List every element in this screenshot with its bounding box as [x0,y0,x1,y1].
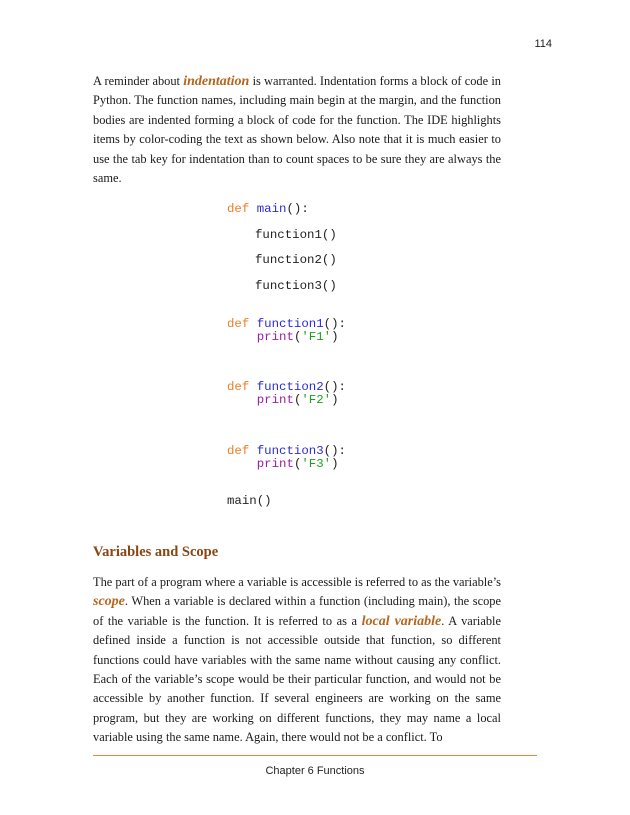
term-scope: scope [93,594,125,610]
page-number: 114 [534,38,552,50]
code-def-function2: def function2(): print('F2') [227,380,346,407]
intro-text-2: is warranted. Indentation forms a block of code in Python. The function names, including main begin at the margin, and the function bodies are indented forming a block of code for the function. The IDE highlights items by color-coding the text as shown below. Also note that it is much easier to use the tab key for indentation than to count spaces to be sure they are always the same. [93,74,501,186]
term-local-variable: local variable [361,613,442,629]
code-main-call: main() [227,494,272,508]
code-def-function3: def function3(): print('F3') [227,444,346,471]
scope-paragraph [93,573,501,748]
section-heading: Variables and Scope [93,544,219,560]
intro-paragraph [93,72,501,188]
intro-text-1: A reminder about [93,74,184,88]
code-call-2: function2() [255,253,337,267]
scope-text-1: The part of a program where a variable is accessible is referred to as the variable’s [93,575,501,589]
code-def-main: def main(): [227,202,309,216]
scope-text-2: . When a variable is declared within a function (including main), the scope of the variable is the function. It is referred to as a [93,594,501,628]
code-def-function1: def function1(): print('F1') [227,317,346,344]
term-indentation: indentation [183,74,250,89]
footer-divider [93,755,537,756]
chapter-footer: Chapter 6 Functions [265,765,365,777]
code-call-1: function1() [255,228,337,242]
code-call-3: function3() [255,279,337,293]
scope-text-3: . A variable defined inside a function is not accessible outside that function, so different functions could have variables with the same name without causing any conflict. Each of the variable’s scope would be their particular function, and would not be accessible by another function. If several engineers are working on the same program, but they are working on different functions, they may name a local variable using the same name. Again, there would not be a conflict. To [93,613,501,745]
